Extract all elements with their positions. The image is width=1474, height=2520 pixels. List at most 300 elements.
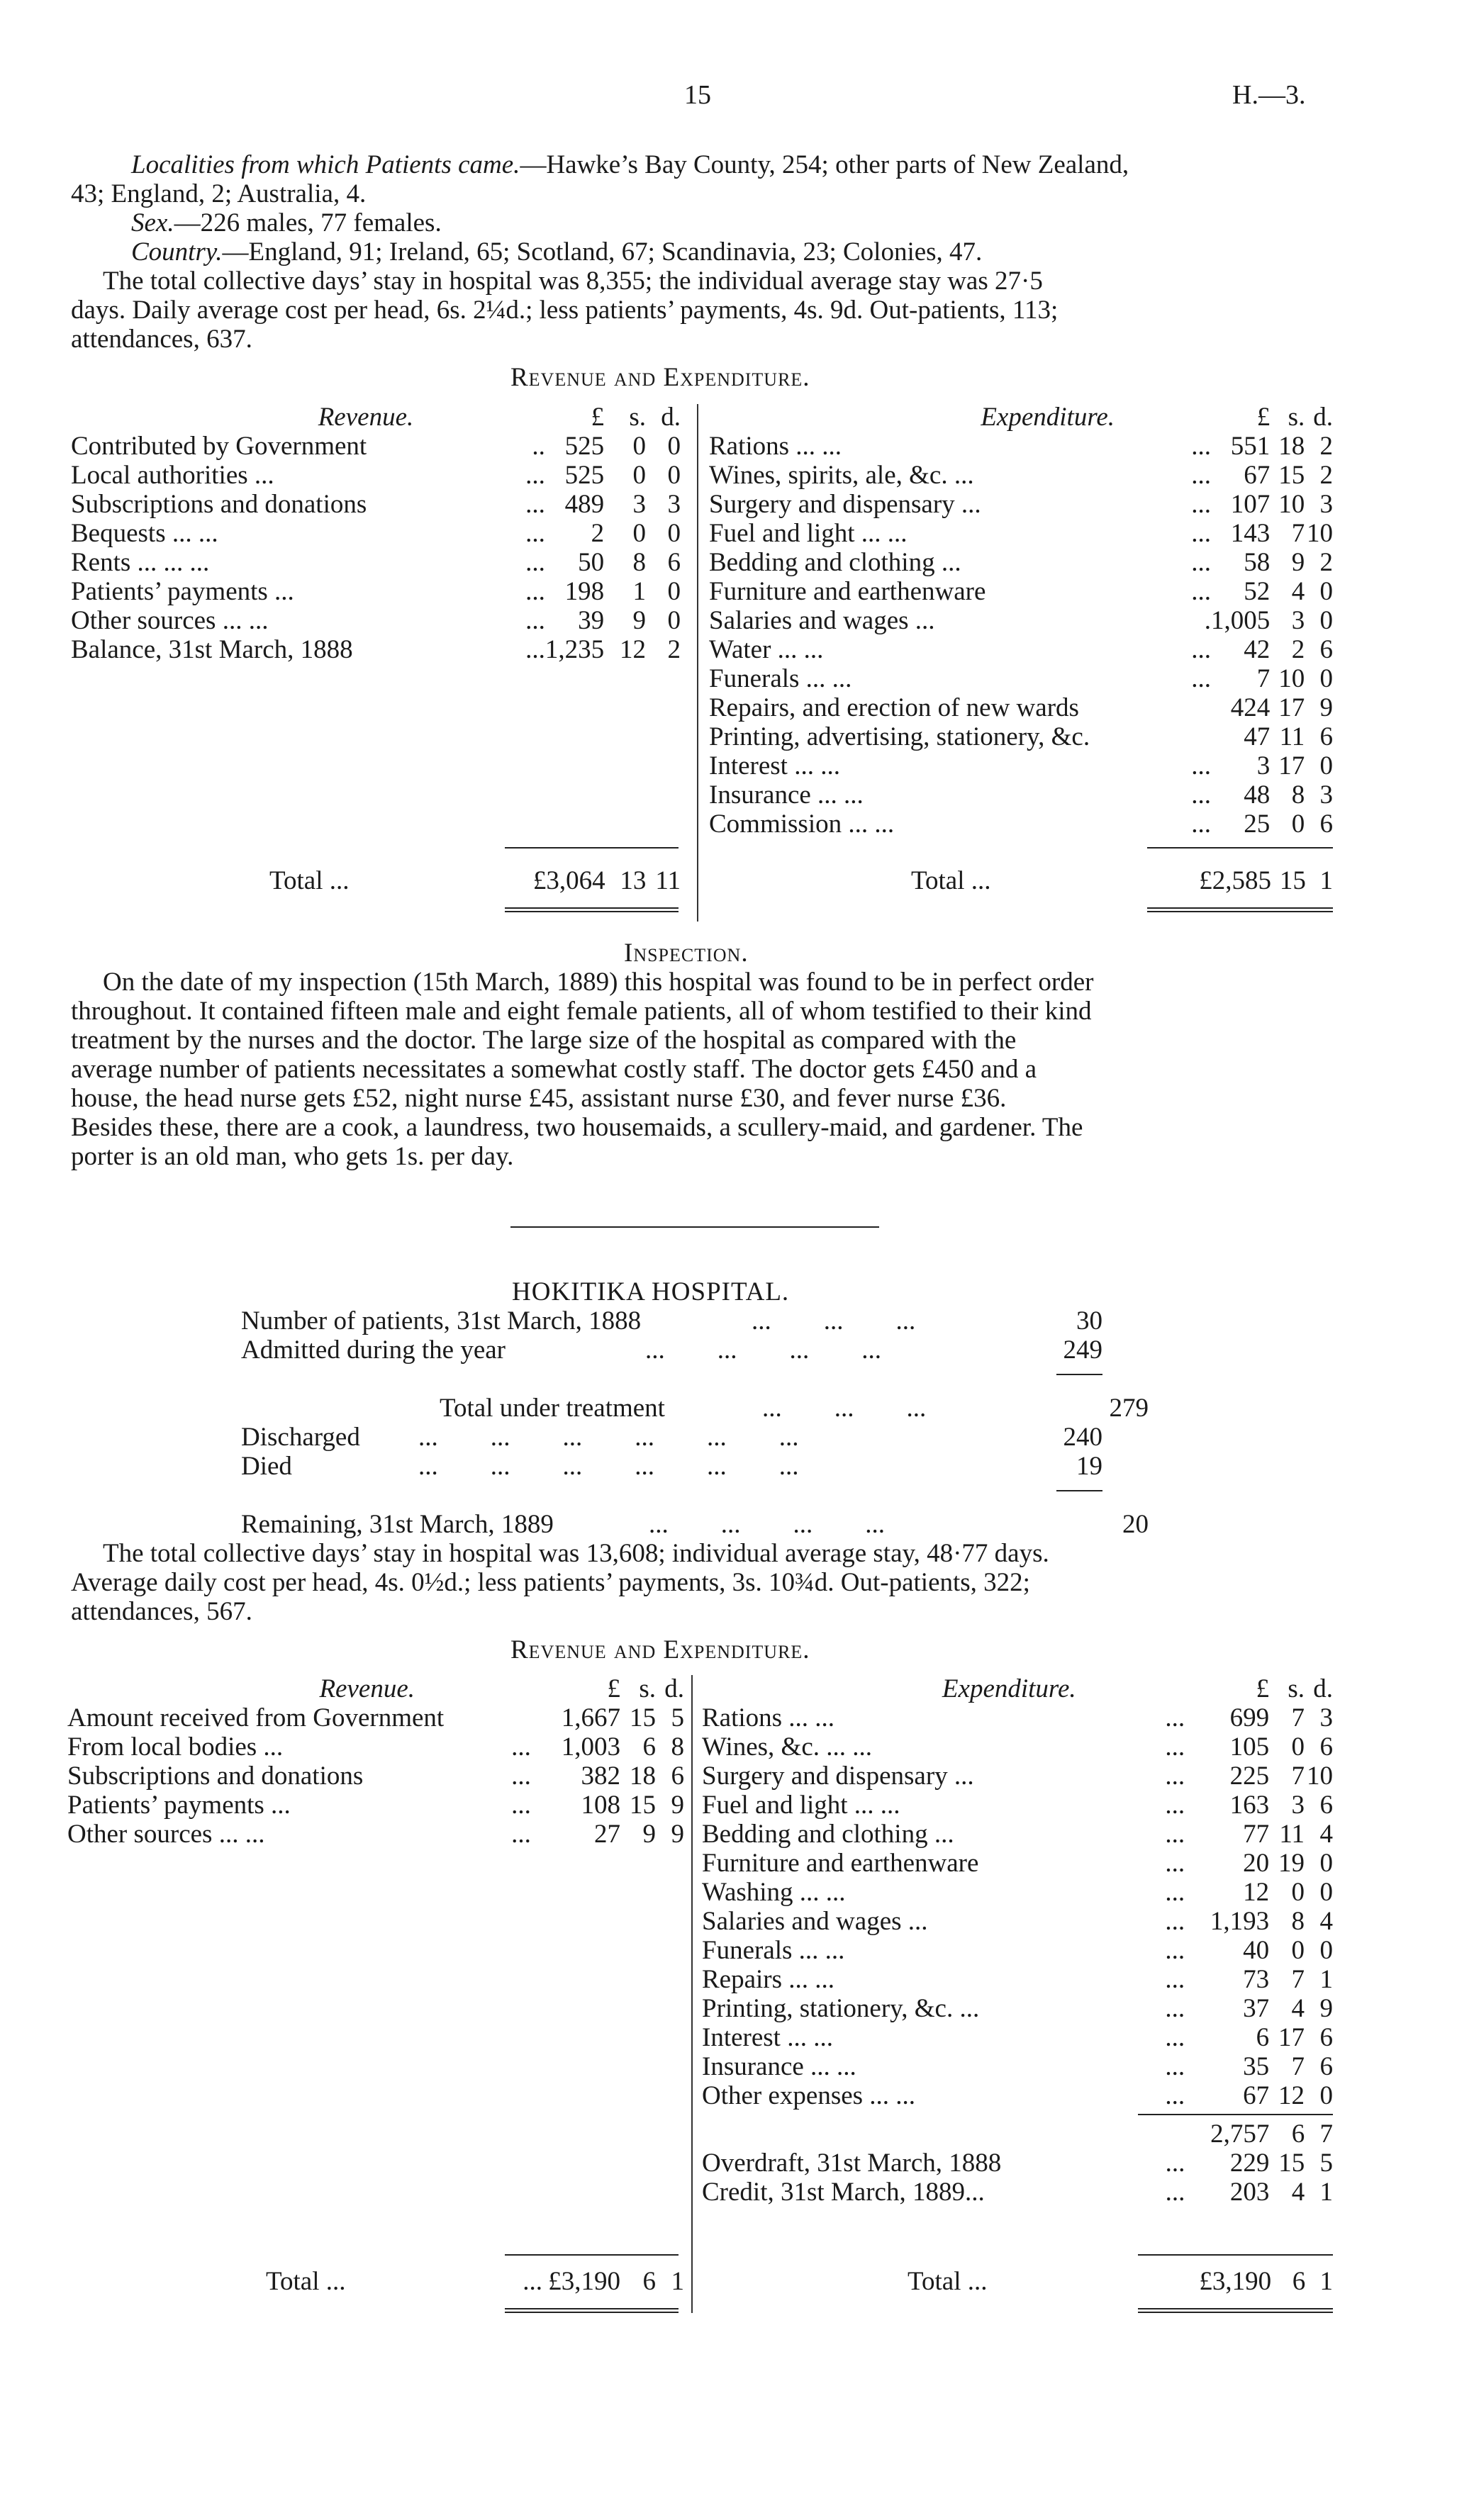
hokitika-revenue-pounds: 1,667 (561, 1703, 620, 1732)
country-label: Country. (131, 237, 223, 267)
hokitika-expenditure-row (702, 2081, 1333, 2110)
napier-expenditure-pence: 0 (1319, 577, 1333, 606)
napier-expenditure-shillings: 2 (1291, 635, 1305, 664)
napier-expenditure-pence: 2 (1319, 432, 1333, 461)
napier-expenditure-shillings: 8 (1291, 780, 1305, 810)
overdraft-label: Overdraft, 31st March, 1888 (702, 2149, 1002, 2178)
hokitika-revenue-row (67, 1732, 684, 1762)
leader-dots: ... ... ... (752, 1306, 916, 1335)
napier-expenditure-shillings: 17 (1278, 751, 1305, 780)
napier-expenditure-total (709, 866, 1333, 895)
total-pence: 1 (1319, 866, 1333, 895)
hokitika-expenditure-pence: 6 (1319, 1791, 1333, 1820)
patients-start-value: 30 (1076, 1306, 1102, 1335)
hokitika-revenue-dots: ... (511, 1732, 531, 1762)
hokitika-expenditure-double-rule (1138, 2308, 1333, 2313)
hokitika-revenue-shillings: 18 (630, 1762, 656, 1791)
total-pence: 1 (1319, 2267, 1333, 2296)
hokitika-revenue-pounds: 382 (581, 1762, 620, 1791)
napier-expenditure-dots: ... (1191, 577, 1211, 606)
hokitika-expenditure-dots: ... (1165, 1791, 1185, 1820)
napier-expenditure-dots: ... (1191, 519, 1211, 548)
inspection-title: Inspection. (624, 939, 749, 968)
napier-expenditure-sum-rule (1147, 847, 1333, 849)
napier-revenue-pounds: 198 (564, 577, 605, 606)
hokitika-expenditure-row (702, 1994, 1333, 2023)
hokitika-expenditure-row (702, 2052, 1333, 2081)
hokitika-expenditure-row (702, 1703, 1333, 1732)
hokitika-column-divider (691, 1675, 693, 2313)
hokitika-expenditure-pounds: 163 (1229, 1791, 1270, 1820)
napier-expenditure-dots (1157, 722, 1211, 751)
hokitika-balance-table (702, 2119, 1333, 2207)
hokitika-revenue-shillings: 15 (630, 1703, 656, 1732)
overdraft-pence: 5 (1319, 2149, 1333, 2178)
hokitika-stay-line-2: Average daily cost per head, 4s. 0½d.; less patients’ payments, 3s. 10¾d. Out-patients, 322; (71, 1568, 1030, 1597)
hokitika-expenditure-dots: ... (1165, 2023, 1185, 2052)
localities-label: Localities from which Patients came. (131, 150, 520, 179)
hokitika-expenditure-row (702, 1762, 1333, 1791)
hokitika-expenditure-sum-rule (1138, 2254, 1333, 2256)
napier-revenue-row (71, 432, 681, 461)
subtotal-row (702, 2119, 1333, 2149)
hokitika-revenue-dots: ... (511, 1791, 531, 1820)
col-pence: d. (661, 403, 681, 432)
credit-pence: 1 (1319, 2178, 1333, 2207)
napier-expenditure-label: Interest ... ... (709, 751, 840, 780)
total-pounds: £3,190 (1199, 2267, 1272, 2296)
hokitika-expenditure-shillings: 7 (1291, 1703, 1305, 1732)
hokitika-revenue-dots: ... (511, 1762, 531, 1791)
hokitika-expenditure-label: Surgery and dispensary ... (702, 1762, 974, 1791)
hokitika-expenditure-shillings: 0 (1291, 1878, 1305, 1907)
napier-revenue-label: Other sources ... ... (71, 606, 269, 635)
hokitika-expenditure-dots: ... (1165, 1703, 1185, 1732)
napier-revenue-shillings: 9 (632, 606, 647, 635)
napier-expenditure-label: Commission ... ... (709, 810, 895, 839)
napier-revenue-row (71, 635, 681, 664)
remaining-value: 20 (1122, 1510, 1149, 1539)
hokitika-revenue-pounds: 27 (594, 1820, 620, 1849)
napier-stay-line-3: attendances, 637. (71, 325, 252, 354)
napier-expenditure-shillings: 10 (1278, 490, 1305, 519)
hokitika-revenue-row (67, 1703, 684, 1732)
napier-expenditure-label: Salaries and wages ... (709, 606, 935, 635)
hokitika-expenditure-label: Insurance ... ... (702, 2052, 856, 2081)
napier-expenditure-shillings: 10 (1278, 664, 1305, 693)
overdraft-row (702, 2149, 1333, 2178)
remaining-label: Remaining, 31st March, 1889 (241, 1510, 554, 1539)
died-value: 19 (1076, 1452, 1102, 1481)
napier-revenue-label: Rents ... ... ... (71, 548, 210, 577)
napier-expenditure-shillings: 4 (1291, 577, 1305, 606)
napier-revenue-pounds: 39 (578, 606, 605, 635)
leader-dots: ... ... ... ... (649, 1510, 885, 1539)
hokitika-expenditure-label: Rations ... ... (702, 1703, 835, 1732)
overdraft-shillings: 15 (1278, 2149, 1305, 2178)
hokitika-revenue-pence: 8 (671, 1732, 684, 1762)
hokitika-expenditure-pounds: 6 (1256, 2023, 1270, 2052)
napier-expenditure-shillings: 18 (1278, 432, 1305, 461)
inspection-line: treatment by the nurses and the doctor. The large size of the hospital as compared with the (71, 1026, 1017, 1055)
napier-revenue-pence: 0 (667, 461, 681, 490)
napier-revenue-pounds: 525 (564, 432, 605, 461)
napier-revenue-header (71, 403, 681, 432)
napier-revenue-pounds: 50 (578, 548, 605, 577)
hokitika-revenue-row (67, 1791, 684, 1820)
napier-expenditure-label: Fuel and light ... ... (709, 519, 908, 548)
total-pence: 11 (655, 866, 681, 895)
credit-pounds: 203 (1229, 2178, 1270, 2207)
napier-stay-line-2: days. Daily average cost per head, 6s. 2¼d.; less patients’ payments, 4s. 9d. Out-patients, 113; (71, 296, 1059, 325)
hokitika-expenditure-pence: 6 (1319, 2052, 1333, 2081)
hokitika-expenditure-pounds: 67 (1243, 2081, 1270, 2110)
napier-revenue-shillings: 3 (632, 490, 647, 519)
hokitika-expenditure-row (702, 1732, 1333, 1762)
napier-expenditure-row (709, 635, 1333, 664)
hokitika-expenditure-shillings: 3 (1291, 1791, 1305, 1820)
napier-revenue-pence: 2 (667, 635, 681, 664)
total-label: Total ... (269, 866, 350, 895)
napier-revenue-double-rule (505, 907, 679, 912)
napier-revenue-table (71, 403, 681, 664)
hokitika-expenditure-pounds: 699 (1229, 1703, 1270, 1732)
hokitika-expenditure-label: Fuel and light ... ... (702, 1791, 900, 1820)
napier-revenue-label: Contributed by Government (71, 432, 367, 461)
hokitika-expenditure-pence: 10 (1307, 1762, 1333, 1791)
expenditure-heading: Expenditure. (981, 403, 1115, 432)
total-treatment-value: 279 (1109, 1394, 1149, 1423)
napier-revenue-row (71, 461, 681, 490)
napier-revenue-label: Patients’ payments ... (71, 577, 294, 606)
subtotal-rule (1056, 1374, 1102, 1375)
leader-dots: ... ... ... ... (645, 1335, 881, 1365)
localities-paragraph (131, 150, 1129, 179)
total-label: Total ... (908, 2267, 988, 2296)
hokitika-revenue-total (67, 2267, 684, 2296)
napier-expenditure-dots: ... (1191, 461, 1211, 490)
napier-expenditure-row (709, 606, 1333, 635)
hokitika-title: HOKITIKA HOSPITAL. (512, 1277, 790, 1306)
napier-expenditure-pence: 6 (1319, 635, 1333, 664)
hokitika-revenue-pounds: 108 (581, 1791, 620, 1820)
napier-revenue-shillings: 0 (632, 519, 647, 548)
napier-expenditure-pounds: 7 (1256, 664, 1271, 693)
sex-paragraph (131, 208, 442, 237)
credit-label: Credit, 31st March, 1889... (702, 2178, 985, 2207)
sex-label: Sex. (131, 208, 174, 237)
overdraft-pounds: 229 (1229, 2149, 1270, 2178)
hokitika-revenue-label: From local bodies ... (67, 1732, 284, 1762)
hokitika-revenue-pence: 9 (671, 1820, 684, 1849)
col-shillings: s. (1288, 403, 1305, 432)
leader-dots: ... ... ... ... ... ... (418, 1423, 799, 1452)
napier-expenditure-row (709, 780, 1333, 810)
inspection-line: porter is an old man, who gets 1s. per day. (71, 1142, 514, 1171)
patients-start-label: Number of patients, 31st March, 1888 (241, 1306, 642, 1335)
napier-expenditure-pence: 0 (1319, 751, 1333, 780)
napier-revenue-row (71, 548, 681, 577)
hokitika-expenditure-shillings: 8 (1291, 1907, 1305, 1936)
napier-expenditure-dots: ... (1191, 635, 1211, 664)
hokitika-expenditure-pounds: 1,193 (1210, 1907, 1270, 1936)
expenditure-heading: Expenditure. (942, 1674, 1076, 1703)
total-label: Total ... (266, 2267, 346, 2296)
hokitika-expenditure-label: Bedding and clothing ... (702, 1820, 954, 1849)
napier-expenditure-row (709, 577, 1333, 606)
hokitika-revenue-dots: ... (511, 1820, 531, 1849)
napier-expenditure-pence: 0 (1319, 606, 1333, 635)
napier-expenditure-pounds: 48 (1244, 780, 1271, 810)
country-text: —England, 91; Ireland, 65; Scotland, 67; Scandinavia, 23; Colonies, 47. (222, 237, 983, 267)
hokitika-revenue-header (67, 1674, 684, 1703)
hokitika-expenditure-dots: ... (1165, 1820, 1185, 1849)
napier-expenditure-dots: ... (1191, 751, 1211, 780)
hokitika-expenditure-pence: 9 (1319, 1994, 1333, 2023)
napier-revenue-label: Local authorities ... (71, 461, 274, 490)
napier-expenditure-dots: . (1204, 606, 1211, 635)
napier-expenditure-shillings: 0 (1291, 810, 1305, 839)
hokitika-revenue-shillings: 6 (642, 1732, 656, 1762)
hokitika-expenditure-pounds: 73 (1243, 1965, 1270, 1994)
hokitika-expenditure-header (702, 1674, 1333, 1703)
napier-expenditure-row (709, 751, 1333, 780)
napier-revenue-row (71, 577, 681, 606)
napier-expenditure-label: Funerals ... ... (709, 664, 852, 693)
napier-expenditure-pence: 6 (1319, 722, 1333, 751)
napier-revenue-pounds: 1,235 (545, 635, 605, 664)
napier-expenditure-shillings: 7 (1291, 519, 1305, 548)
col-pounds: £ (1256, 1674, 1270, 1703)
hokitika-expenditure-pence: 3 (1319, 1703, 1333, 1732)
hokitika-subtotal-rule (1138, 2114, 1333, 2115)
total-shillings: 15 (1279, 866, 1306, 895)
napier-expenditure-dots (1157, 693, 1211, 722)
napier-revenue-dots: ... (525, 461, 545, 490)
hokitika-expenditure-pence: 6 (1319, 2023, 1333, 2052)
napier-revenue-dots: ... (525, 577, 545, 606)
hokitika-expenditure-shillings: 4 (1291, 1994, 1305, 2023)
admitted-label: Admitted during the year (241, 1335, 506, 1365)
hokitika-expenditure-row (702, 1849, 1333, 1878)
hokitika-expenditure-pence: 4 (1319, 1907, 1333, 1936)
napier-expenditure-shillings: 9 (1291, 548, 1305, 577)
napier-expenditure-pounds: 1,005 (1210, 606, 1271, 635)
col-pounds: £ (1256, 403, 1271, 432)
hokitika-expenditure-dots: ... (1165, 1762, 1185, 1791)
leader-dots: ... ... ... ... ... ... (418, 1452, 799, 1481)
hokitika-expenditure-dots: ... (1165, 2052, 1185, 2081)
hokitika-revenue-dots (500, 1703, 542, 1732)
hokitika-revenue-pence: 6 (671, 1762, 684, 1791)
napier-revenue-pence: 0 (667, 577, 681, 606)
napier-expenditure-double-rule (1147, 907, 1333, 912)
napier-revenue-label: Bequests ... ... (71, 519, 218, 548)
inspection-line: Besides these, there are a cook, a laundress, two housemaids, a scullery-maid, and gardener. The (71, 1113, 1083, 1142)
napier-expenditure-pounds: 47 (1244, 722, 1271, 751)
napier-expenditure-row (709, 693, 1333, 722)
napier-expenditure-label: Insurance ... ... (709, 780, 864, 810)
col-shillings: s. (1288, 1674, 1305, 1703)
hokitika-expenditure-pounds: 105 (1229, 1732, 1270, 1762)
napier-revenue-shillings: 0 (632, 432, 647, 461)
total-label: Total ... (911, 866, 991, 895)
napier-revenue-shillings: 12 (620, 635, 647, 664)
hokitika-expenditure-shillings: 7 (1291, 1762, 1305, 1791)
napier-revenue-pounds: 2 (591, 519, 605, 548)
napier-expenditure-shillings: 17 (1278, 693, 1305, 722)
napier-expenditure-row (709, 519, 1333, 548)
discharged-value: 240 (1063, 1423, 1102, 1452)
hokitika-expenditure-pence: 0 (1319, 2081, 1333, 2110)
hokitika-expenditure-dots: ... (1165, 1965, 1185, 1994)
napier-expenditure-dots: ... (1191, 548, 1211, 577)
napier-expenditure-pence: 0 (1319, 664, 1333, 693)
napier-revenue-pence: 0 (667, 606, 681, 635)
total-pounds: £2,585 (1199, 866, 1272, 895)
hokitika-expenditure-row (702, 1820, 1333, 1849)
napier-revenue-row (71, 519, 681, 548)
hokitika-revenue-label: Patients’ payments ... (67, 1791, 291, 1820)
credit-row (702, 2178, 1333, 2207)
napier-revenue-pence: 3 (667, 490, 681, 519)
hokitika-expenditure-dots: ... (1165, 1994, 1185, 2023)
total-shillings: 6 (1292, 2267, 1306, 2296)
hokitika-revenue-shillings: 15 (630, 1791, 656, 1820)
napier-revenue-dots: ... (525, 490, 545, 519)
col-pounds: £ (607, 1674, 620, 1703)
napier-revenue-total (71, 866, 681, 895)
hokitika-expenditure-row (702, 2023, 1333, 2052)
napier-revenue-dots: ... (525, 635, 545, 664)
napier-expenditure-label: Water ... ... (709, 635, 824, 664)
hokitika-expenditure-row (702, 1936, 1333, 1965)
hokitika-expenditure-dots: ... (1165, 1849, 1185, 1878)
sex-text: —226 males, 77 females. (174, 208, 442, 237)
napier-expenditure-shillings: 3 (1291, 606, 1305, 635)
hokitika-expenditure-pounds: 77 (1243, 1820, 1270, 1849)
napier-expenditure-shillings: 11 (1279, 722, 1305, 751)
hokitika-expenditure-dots: ... (1165, 1936, 1185, 1965)
inspection-line: throughout. It contained fifteen male and eight female patients, all of whom testified to their kind (71, 997, 1092, 1026)
section-separator (510, 1226, 879, 1228)
hokitika-expenditure-shillings: 7 (1291, 1965, 1305, 1994)
napier-expenditure-dots: ... (1191, 810, 1211, 839)
napier-expenditure-label: Rations ... ... (709, 432, 842, 461)
hokitika-revenue-label: Other sources ... ... (67, 1820, 265, 1849)
hokitika-expenditure-label: Printing, stationery, &c. ... (702, 1994, 980, 2023)
subtotal-shillings: 6 (1291, 2119, 1305, 2149)
hokitika-rev-exp-title: Revenue and Expenditure. (510, 1635, 810, 1664)
subtotal-pence: 7 (1319, 2119, 1333, 2149)
napier-expenditure-dots: ... (1191, 490, 1211, 519)
napier-stay-line-1: The total collective days’ stay in hospital was 8,355; the individual average stay was 27·5 (103, 267, 1043, 296)
napier-revenue-pence: 0 (667, 432, 681, 461)
napier-expenditure-pounds: 143 (1230, 519, 1271, 548)
napier-revenue-pounds: 489 (564, 490, 605, 519)
napier-revenue-pence: 6 (667, 548, 681, 577)
admitted-value: 249 (1063, 1335, 1102, 1365)
napier-expenditure-row (709, 432, 1333, 461)
napier-expenditure-label: Printing, advertising, stationery, &c. (709, 722, 1090, 751)
overdraft-dots: ... (1165, 2149, 1185, 2178)
napier-revenue-shillings: 1 (632, 577, 647, 606)
napier-expenditure-shillings: 15 (1278, 461, 1305, 490)
napier-expenditure-pounds: 42 (1244, 635, 1271, 664)
hokitika-expenditure-dots: ... (1165, 1878, 1185, 1907)
subtotal-rule (1056, 1490, 1102, 1491)
hokitika-expenditure-pence: 4 (1319, 1820, 1333, 1849)
hokitika-expenditure-pence: 0 (1319, 1849, 1333, 1878)
napier-revenue-sum-rule (505, 847, 679, 849)
col-shillings: s. (639, 1674, 656, 1703)
hokitika-stay-line-3: attendances, 567. (71, 1597, 252, 1626)
hokitika-expenditure-label: Repairs ... ... (702, 1965, 835, 1994)
col-pence: d. (1313, 403, 1333, 432)
napier-expenditure-pence: 3 (1319, 780, 1333, 810)
napier-expenditure-pounds: 3 (1256, 751, 1271, 780)
hokitika-expenditure-shillings: 11 (1279, 1820, 1305, 1849)
hokitika-expenditure-label: Funerals ... ... (702, 1936, 845, 1965)
napier-expenditure-row (709, 490, 1333, 519)
credit-shillings: 4 (1291, 2178, 1305, 2207)
hokitika-expenditure-label: Washing ... ... (702, 1878, 846, 1907)
napier-revenue-dots: ... (525, 548, 545, 577)
discharged-label: Discharged (241, 1423, 360, 1452)
hokitika-expenditure-dots: ... (1165, 2081, 1185, 2110)
total-treatment-label: Total under treatment (440, 1394, 665, 1423)
hokitika-expenditure-pounds: 225 (1229, 1762, 1270, 1791)
localities-text-2: 43; England, 2; Australia, 4. (71, 179, 367, 208)
napier-expenditure-pounds: 58 (1244, 548, 1271, 577)
napier-expenditure-row (709, 722, 1333, 751)
localities-text-1: —Hawke’s Bay County, 254; other parts of New Zealand, (520, 150, 1129, 179)
napier-expenditure-pounds: 424 (1230, 693, 1271, 722)
hokitika-revenue-label: Subscriptions and donations (67, 1762, 364, 1791)
napier-revenue-dots: ... (525, 606, 545, 635)
napier-expenditure-label: Repairs, and erection of new wards (709, 693, 1079, 722)
napier-expenditure-label: Furniture and earthenware (709, 577, 986, 606)
napier-expenditure-row (709, 664, 1333, 693)
hokitika-expenditure-pounds: 40 (1243, 1936, 1270, 1965)
died-label: Died (241, 1452, 292, 1481)
hokitika-revenue-shillings: 9 (642, 1820, 656, 1849)
napier-revenue-pounds: 525 (564, 461, 605, 490)
revenue-heading: Revenue. (318, 403, 414, 432)
hokitika-revenue-pounds: 1,003 (561, 1732, 620, 1762)
napier-revenue-shillings: 8 (632, 548, 647, 577)
hokitika-revenue-pence: 9 (671, 1791, 684, 1820)
napier-revenue-row (71, 490, 681, 519)
leader-dots: ... ... ... (762, 1394, 927, 1423)
napier-revenue-dots: .. (532, 432, 545, 461)
col-pence: d. (1313, 1674, 1333, 1703)
napier-revenue-shillings: 0 (632, 461, 647, 490)
total-shillings: 13 (620, 866, 647, 895)
hokitika-expenditure-dots: ... (1165, 1907, 1185, 1936)
hokitika-expenditure-label: Furniture and earthenware (702, 1849, 979, 1878)
napier-revenue-label: Subscriptions and donations (71, 490, 367, 519)
hokitika-stay-line-1: The total collective days’ stay in hospital was 13,608; individual average stay, 48·77 days. (103, 1539, 1049, 1568)
hokitika-expenditure-shillings: 0 (1291, 1936, 1305, 1965)
inspection-line: house, the head nurse gets £52, night nurse £45, assistant nurse £30, and fever nurse £36. (71, 1084, 1007, 1113)
napier-expenditure-pence: 10 (1307, 519, 1333, 548)
total-pence: 1 (671, 2267, 684, 2296)
napier-expenditure-pence: 2 (1319, 548, 1333, 577)
total-pounds: £3,064 (532, 866, 605, 895)
inspection-line: average number of patients necessitates a somewhat costly staff. The doctor gets £450 and a (71, 1055, 1037, 1084)
napier-expenditure-pence: 6 (1319, 810, 1333, 839)
